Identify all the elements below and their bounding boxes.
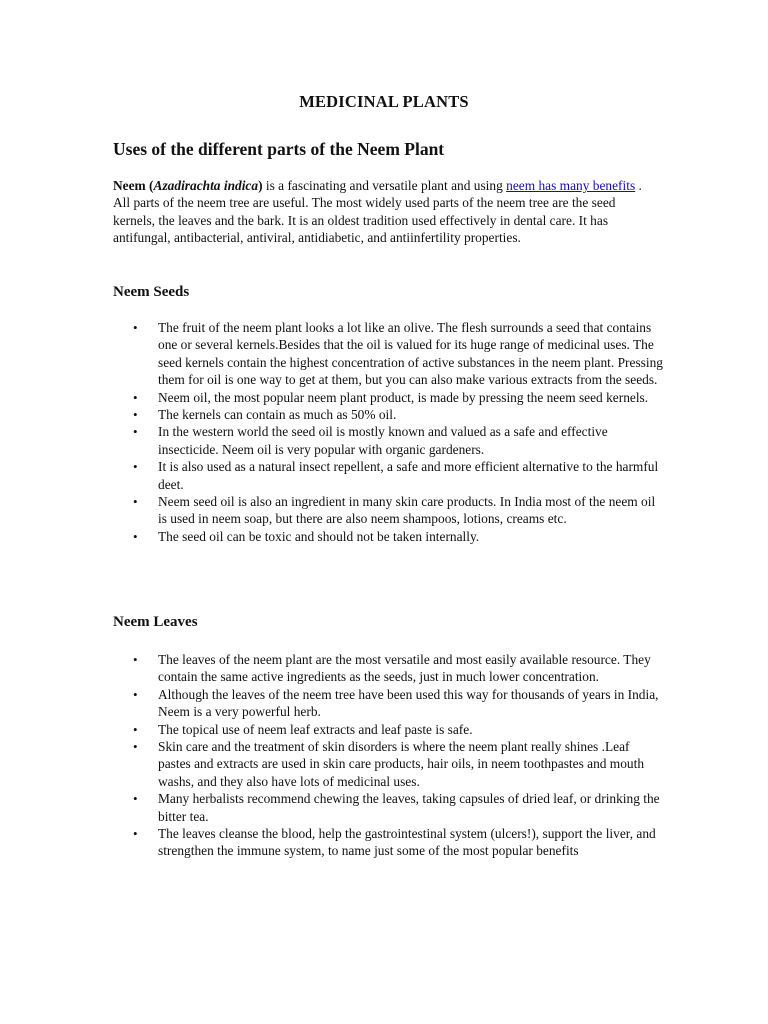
- list-item: • In the western world the seed oil is mostly known and valued as a safe and effective insecticide. Neem oil is very popular with organic gardeners.: [133, 424, 608, 457]
- bullet-icon: •: [133, 494, 138, 510]
- bullet-icon: •: [133, 791, 138, 807]
- list-item: • The leaves cleanse the blood, help the gastrointestinal system (ulcers!), support the liver, and strengthen the immune system, to name just some of the most popular benefits: [133, 826, 656, 859]
- list-item: • The seed oil can be toxic and should not be taken internally.: [133, 528, 480, 544]
- page-title: MEDICINAL PLANTS: [299, 92, 469, 111]
- list-item: • The leaves of the neem plant are the most versatile and most easily available resource. They contain the same active ingredients as the seeds, just in much lower concentration.: [133, 652, 651, 685]
- section-heading-neem-leaves: Neem Leaves: [113, 614, 198, 630]
- bullet-icon: •: [133, 826, 138, 842]
- intro-text-before-link: is a fascinating and versatile plant and using: [262, 178, 507, 193]
- list-item: • The fruit of the neem plant looks a lot like an olive. The flesh surrounds a seed that contains one or several kernels.Besides that the oil is valued for its huge range of medicinal uses. The seed kernels contain the highest concentration of active substances in the neem plant. Pressing them for oil is one way to get at them, but you can also make various extracts from the seeds.: [133, 320, 663, 388]
- neem-seeds-list: [113, 319, 663, 545]
- page-subtitle: Uses of the different parts of the Neem Plant: [113, 139, 445, 159]
- bullet-icon: •: [133, 389, 138, 405]
- bullet-icon: •: [133, 424, 138, 440]
- bullet-icon: •: [133, 407, 138, 423]
- list-item: • Neem oil, the most popular neem plant product, is made by pressing the neem seed kernels.: [133, 389, 649, 405]
- list-item: • Although the leaves of the neem tree have been used this way for thousands of years in India, Neem is a very powerful herb.: [133, 686, 659, 720]
- section-heading-neem-seeds: Neem Seeds: [113, 284, 190, 300]
- list-item: • Neem seed oil is also an ingredient in many skin care products. In India most of the neem oil is used in neem soap, but there are also neem shampoos, lotions, creams etc.: [133, 494, 656, 527]
- bullet-icon: •: [133, 528, 138, 544]
- bullet-icon: •: [133, 721, 138, 737]
- bullet-icon: •: [133, 686, 138, 702]
- list-item: • The topical use of neem leaf extracts and leaf paste is safe.: [133, 721, 473, 737]
- intro-paragraph: [113, 177, 658, 247]
- bullet-icon: •: [133, 739, 138, 755]
- bullet-icon: •: [133, 320, 138, 335]
- scientific-name: Azadirachta indica: [153, 178, 259, 193]
- intro-text-after-link: . All parts of the neem tree are useful. The most widely used parts of the neem tree are the seed kernels, the leaves and the bark. It is an oldest tradition used effectively in dental care. It has antifungal, antibacterial, antiviral, antidiabetic, and antiinfertility properties.: [113, 178, 642, 246]
- list-item: • It is also used as a natural insect repellent, a safe and more efficient alternative to the harmful deet.: [133, 459, 659, 492]
- bullet-icon: •: [133, 459, 138, 475]
- bullet-icon: •: [133, 652, 138, 667]
- list-item: • The kernels can contain as much as 50% oil.: [133, 407, 397, 423]
- list-item: • Many herbalists recommend chewing the leaves, taking capsules of dried leaf, or drinking the bitter tea.: [133, 791, 660, 824]
- list-item: • Skin care and the treatment of skin disorders is where the neem plant really shines .Leaf pastes and extracts are used in skin care products, hair oils, in neem toothpastes and mouth washs, and they also have lots of medicinal uses.: [133, 739, 645, 789]
- intro-lead-bold: Neem (Azadirachta indica): [113, 178, 263, 193]
- neem-leaves-list: [113, 651, 663, 860]
- neem-benefits-link[interactable]: neem has many benefits: [506, 178, 636, 193]
